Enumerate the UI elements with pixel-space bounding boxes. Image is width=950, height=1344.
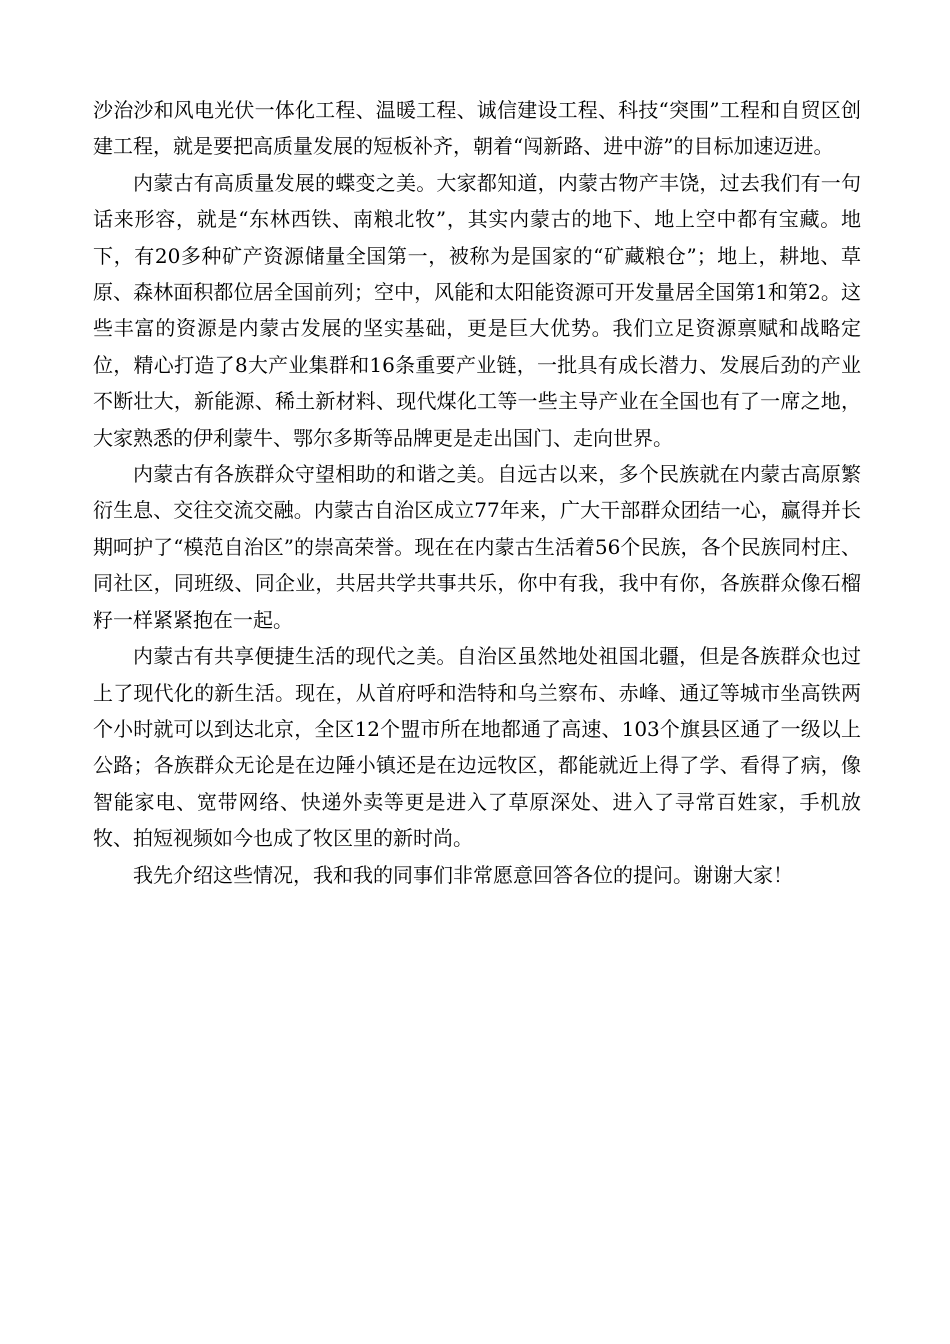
paragraph-modern-life: 内蒙古有共享便捷生活的现代之美。自治区虽然地处祖国北疆，但是各族群众也过上了现代化的新生活。现在，从首府呼和浩特和乌兰察布、赤峰、通辽等城市坐高铁两个小时就可以到达北京，全区12个盟市所在地都通了高速、103个旗县区通了一级以上公路；各族群众无论是在边陲小镇还是在边远牧区，都能就近上得了学、看得了病，像智能家电、宽带网络、快递外卖等更是进入了草原深处、进入了寻常百姓家，手机放牧、拍短视频如今也成了牧区里的新时尚。: [93, 644, 861, 851]
document-page: [93, 92, 861, 893]
paragraph-development: 内蒙古有高质量发展的蝶变之美。大家都知道，内蒙古物产丰饶，过去我们有一句话来形容，就是“东林西铁、南粮北牧”，其实内蒙古的地下、地上空中都有宝藏。地下，有20多种矿产资源储量全国第一，被称为是国家的“矿藏粮仓”；地上，耕地、草原、森林面积都位居全国前列；空中，风能和太阳能资源可开发量居全国第1和第2。这些丰富的资源是内蒙古发展的坚实基础，更是巨大优势。我们立足资源禀赋和战略定位，精心打造了8大产业集群和16条重要产业链，一批具有成长潜力、发展后劲的产业不断壮大，新能源、稀土新材料、现代煤化工等一些主导产业在全国也有了一席之地，大家熟悉的伊利蒙牛、鄂尔多斯等品牌更是走出国门、走向世界。: [93, 170, 861, 450]
paragraph-continuation: 沙治沙和风电光伏一体化工程、温暖工程、诚信建设工程、科技“突围”工程和自贸区创建工程，就是要把高质量发展的短板补齐，朝着“闯新路、进中游”的目标加速迈进。: [93, 98, 861, 159]
paragraph-ethnic-harmony: 内蒙古有各族群众守望相助的和谐之美。自远古以来，多个民族就在内蒙古高原繁衍生息、交往交流交融。内蒙古自治区成立77年来，广大干部群众团结一心，赢得并长期呵护了“模范自治区”的崇高荣誉。现在在内蒙古生活着56个民族，各个民族同村庄、同社区，同班级、同企业，共居共学共事共乐，你中有我，我中有你，各族群众像石榴籽一样紧紧抱在一起。: [93, 462, 861, 632]
paragraph-closing: 我先介绍这些情况，我和我的同事们非常愿意回答各位的提问。谢谢大家！: [133, 862, 793, 887]
